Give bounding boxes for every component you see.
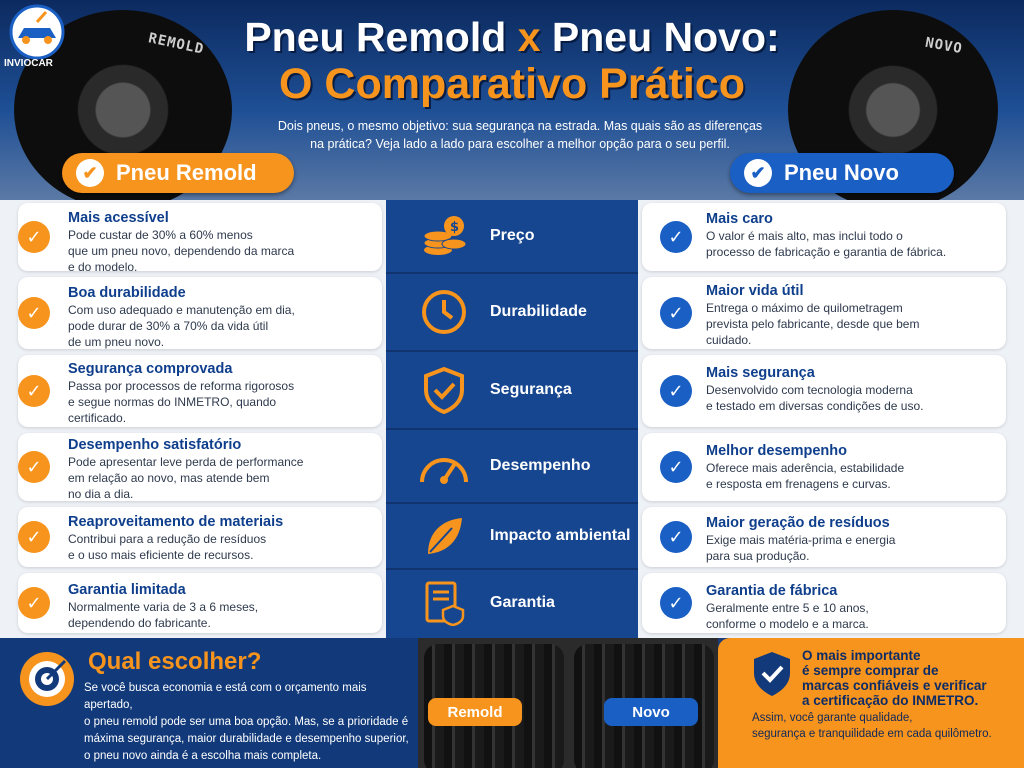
page-subtitle: O Comparativo Prático — [279, 60, 745, 108]
remold-row-warranty — [0, 570, 386, 636]
remold-item-desc: e segue normas do INMETRO, quando — [68, 395, 277, 409]
novo-item-title: Mais caro — [706, 211, 773, 227]
target-icon — [20, 652, 74, 706]
category-warranty — [386, 570, 638, 636]
novo-item-desc: cuidado. — [706, 333, 752, 347]
shield-check-icon — [752, 650, 792, 698]
remold-item-title: Segurança comprovada — [68, 361, 233, 377]
category-durability — [386, 274, 638, 352]
category-column — [386, 200, 638, 638]
remold-item-desc: Contribui para a redução de resíduos — [68, 532, 267, 546]
check-icon: ✔ — [76, 159, 104, 187]
choose-line: o pneu remold pode ser uma boa opção. Mas, se a prioridade é — [84, 716, 409, 728]
novo-row-performance — [638, 430, 1024, 504]
bottom-section — [0, 638, 1024, 768]
remold-item-desc: Pode apresentar leve perda de performance — [68, 455, 304, 469]
tires-photo — [418, 638, 718, 768]
novo-item-desc: Geralmente entre 5 e 10 anos, — [706, 601, 869, 615]
choose-box — [0, 638, 418, 768]
remold-item-desc: Com uso adequado e manutenção em dia, — [68, 303, 295, 317]
check-icon: ✓ — [660, 221, 692, 253]
remold-item-title: Garantia limitada — [68, 582, 186, 598]
leaf-icon — [414, 512, 474, 560]
check-icon: ✓ — [660, 375, 692, 407]
category-label: Impacto ambiental — [490, 527, 631, 544]
remold-tire-label: REMOLD — [146, 30, 206, 58]
novo-row-price — [638, 200, 1024, 274]
novo-item-title: Maior geração de resíduos — [706, 515, 890, 531]
tip-title-line: é sempre comprar de — [802, 663, 939, 678]
remold-column — [0, 200, 386, 638]
coins-icon — [414, 212, 474, 260]
tip-title-line: marcas confiáveis e verificar — [802, 678, 987, 693]
novo-pill: Novo — [604, 698, 698, 726]
remold-item-desc: e o uso mais eficiente de recursos. — [68, 548, 254, 562]
remold-item-desc: dependendo do fabricante. — [68, 616, 211, 630]
tip-box — [718, 638, 1024, 768]
remold-item-desc: em relação ao novo, mas atende bem — [68, 471, 270, 485]
novo-item-desc: e resposta em frenagens e curvas. — [706, 477, 891, 491]
remold-header — [62, 153, 294, 193]
check-icon: ✓ — [18, 451, 50, 483]
car-gauge-icon — [6, 4, 68, 62]
novo-row-environment — [638, 504, 1024, 570]
brand-logo — [6, 4, 68, 62]
tip-title — [802, 648, 1012, 708]
choose-text — [84, 680, 410, 765]
svg-text:$: $ — [450, 220, 460, 235]
remold-item-title: Reaproveitamento de materiais — [68, 514, 284, 530]
novo-row-warranty — [638, 570, 1024, 636]
remold-item-desc: de um pneu novo. — [68, 335, 165, 349]
remold-row-performance — [0, 430, 386, 504]
speedometer-icon — [414, 442, 474, 490]
category-environment — [386, 504, 638, 570]
category-label: Garantia — [490, 594, 555, 611]
category-performance — [386, 430, 638, 504]
brand-name: INVIOCAR — [4, 58, 53, 69]
check-icon: ✓ — [660, 521, 692, 553]
remold-pill: Remold — [428, 698, 522, 726]
remold-item-desc: e do modelo. — [68, 260, 138, 274]
intro-text — [270, 117, 770, 153]
check-icon: ✔ — [744, 159, 772, 187]
remold-item-desc: Passa por processos de reforma rigorosos — [68, 379, 295, 393]
novo-item-desc: Entrega o máximo de quilometragem — [706, 301, 903, 315]
remold-row-durability — [0, 274, 386, 352]
remold-row-environment — [0, 504, 386, 570]
novo-item-title: Garantia de fábrica — [706, 583, 838, 599]
remold-item-title: Mais acessível — [68, 210, 169, 226]
check-icon: ✓ — [660, 451, 692, 483]
novo-item-title: Maior vida útil — [706, 283, 804, 299]
remold-row-price — [0, 200, 386, 274]
novo-item-desc: para sua produção. — [706, 549, 810, 563]
novo-item-desc: processo de fabricação e garantia de fábrica. — [706, 245, 947, 259]
category-safety — [386, 352, 638, 430]
category-label: Segurança — [490, 381, 572, 398]
check-icon: ✓ — [18, 221, 50, 253]
novo-item-desc: conforme o modelo e a marca. — [706, 617, 869, 631]
tip-line: segurança e tranquilidade em cada quilômetro. — [752, 728, 992, 740]
remold-header-label: Pneu Remold — [116, 160, 257, 185]
check-icon: ✓ — [660, 297, 692, 329]
check-icon: ✓ — [660, 587, 692, 619]
remold-row-safety — [0, 352, 386, 430]
page-title — [200, 14, 824, 61]
category-label: Durabilidade — [490, 303, 587, 320]
remold-item-desc: pode durar de 30% a 70% da vida útil — [68, 319, 269, 333]
remold-item-desc: no dia a dia. — [68, 487, 134, 501]
remold-item-title: Desempenho satisfatório — [68, 437, 242, 453]
remold-item-title: Boa durabilidade — [68, 285, 186, 301]
remold-item-desc: que um pneu novo, dependendo da marca — [68, 244, 295, 258]
remold-item-desc: Pode custar de 30% a 60% menos — [68, 228, 253, 242]
choose-line: Se você busca economia e está com o orçamento mais apertado, — [84, 682, 367, 711]
intro-line: na prática? Veja lado a lado para escolher a melhor opção para o seu perfil. — [310, 137, 730, 151]
remold-item-desc: certificado. — [68, 411, 127, 425]
novo-header — [730, 153, 954, 193]
novo-item-desc: O valor é mais alto, mas inclui todo o — [706, 229, 903, 243]
remold-item-desc: Normalmente varia de 3 a 6 meses, — [68, 600, 259, 614]
tip-line: Assim, você garante qualidade, — [752, 712, 913, 724]
choose-line: o pneu novo ainda é a escolha mais completa. — [84, 750, 322, 762]
choose-title: Qual escolher? — [88, 648, 262, 675]
title-versus: x — [517, 14, 541, 60]
novo-item-desc: e testado em diversas condições de uso. — [706, 399, 924, 413]
check-icon: ✓ — [18, 521, 50, 553]
clock-icon — [414, 288, 474, 336]
title-part-remold: Pneu Remold — [244, 14, 518, 60]
category-price — [386, 200, 638, 274]
tip-title-line: a certificação do INMETRO. — [802, 693, 979, 708]
novo-header-label: Pneu Novo — [784, 160, 899, 185]
certificate-icon — [414, 579, 474, 627]
novo-item-desc: prevista pelo fabricante, desde que bem — [706, 317, 920, 331]
tip-title-line: O mais importante — [802, 648, 921, 663]
novo-item-desc: Desenvolvido com tecnologia moderna — [706, 383, 913, 397]
novo-row-safety — [638, 352, 1024, 430]
category-label: Preço — [490, 227, 535, 244]
check-icon: ✓ — [18, 587, 50, 619]
novo-tire-label: NOVO — [923, 34, 964, 58]
novo-item-desc: Oferece mais aderência, estabilidade — [706, 461, 905, 475]
intro-line: Dois pneus, o mesmo objetivo: sua segurança na estrada. Mas quais são as diferenças — [277, 119, 763, 133]
novo-column — [638, 200, 1024, 638]
tip-text — [752, 710, 1020, 742]
shield-check-icon — [414, 366, 474, 414]
novo-item-title: Mais segurança — [706, 365, 815, 381]
check-icon: ✓ — [18, 297, 50, 329]
novo-row-durability — [638, 274, 1024, 352]
novo-item-desc: Exige mais matéria-prima e energia — [706, 533, 896, 547]
novo-item-title: Melhor desempenho — [706, 443, 847, 459]
category-label: Desempenho — [490, 457, 591, 474]
title-part-novo: Pneu Novo: — [540, 14, 780, 60]
check-icon: ✓ — [18, 375, 50, 407]
choose-line: máxima segurança, maior durabilidade e desempenho superior, — [84, 733, 409, 745]
